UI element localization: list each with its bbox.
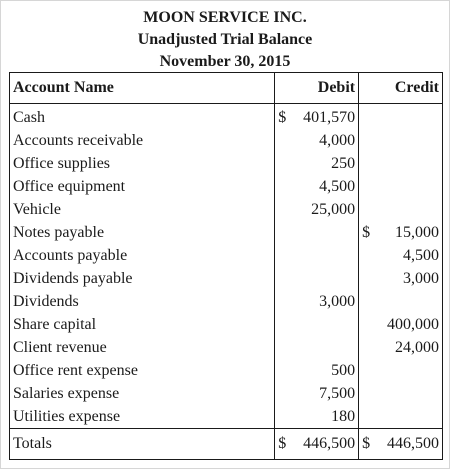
account-name: Office equipment bbox=[10, 175, 275, 198]
credit-amount: 3,000 bbox=[403, 270, 439, 287]
table-row bbox=[10, 104, 443, 130]
credit-cell bbox=[359, 175, 443, 198]
account-name: Accounts payable bbox=[10, 244, 275, 267]
table-header-row bbox=[10, 73, 443, 104]
credit-cell bbox=[359, 405, 443, 429]
table-row bbox=[10, 152, 443, 175]
credit-cell bbox=[359, 359, 443, 382]
statement-title: Unadjusted Trial Balance bbox=[137, 31, 313, 48]
debit-cell bbox=[275, 382, 359, 405]
column-header-credit: Credit bbox=[359, 73, 443, 104]
credit-cell bbox=[359, 129, 443, 152]
account-name: Client revenue bbox=[10, 336, 275, 359]
account-name: Utilities expense bbox=[10, 405, 275, 429]
debit-cell bbox=[275, 152, 359, 175]
debit-cell bbox=[275, 104, 359, 130]
totals-label: Totals bbox=[10, 429, 275, 460]
company-name: MOON SERVICE INC. bbox=[143, 9, 307, 26]
debit-cell bbox=[275, 313, 359, 336]
table-row bbox=[10, 336, 443, 359]
credit-amount: 4,500 bbox=[403, 247, 439, 264]
table-row bbox=[10, 313, 443, 336]
totals-credit-currency: $ bbox=[362, 435, 371, 452]
table-row bbox=[10, 290, 443, 313]
column-header-account: Account Name bbox=[10, 73, 275, 104]
credit-cell bbox=[359, 152, 443, 175]
debit-amount: 180 bbox=[331, 408, 356, 425]
credit-cell bbox=[359, 290, 443, 313]
totals-row bbox=[10, 429, 443, 460]
debit-cell bbox=[275, 336, 359, 359]
credit-cell bbox=[359, 244, 443, 267]
debit-currency: $ bbox=[278, 109, 287, 126]
trial-balance-table bbox=[9, 72, 443, 460]
totals-credit-amount: 446,500 bbox=[387, 435, 439, 452]
statement-date: November 30, 2015 bbox=[159, 53, 291, 70]
account-name: Share capital bbox=[10, 313, 275, 336]
debit-amount: 500 bbox=[331, 362, 356, 379]
account-name: Salaries expense bbox=[10, 382, 275, 405]
debit-cell bbox=[275, 405, 359, 429]
debit-cell bbox=[275, 267, 359, 290]
table-row bbox=[10, 244, 443, 267]
account-name: Cash bbox=[10, 104, 275, 130]
credit-cell bbox=[359, 104, 443, 130]
debit-cell bbox=[275, 359, 359, 382]
table-row bbox=[10, 267, 443, 290]
credit-cell bbox=[359, 382, 443, 405]
credit-amount: 15,000 bbox=[395, 224, 439, 241]
debit-cell bbox=[275, 244, 359, 267]
account-name: Office rent expense bbox=[10, 359, 275, 382]
credit-cell bbox=[359, 313, 443, 336]
account-rows bbox=[10, 104, 443, 429]
totals-credit-cell bbox=[359, 429, 443, 460]
debit-cell bbox=[275, 290, 359, 313]
credit-amount: 400,000 bbox=[387, 316, 439, 333]
debit-amount: 25,000 bbox=[311, 201, 356, 218]
credit-cell bbox=[359, 198, 443, 221]
debit-amount: 4,000 bbox=[319, 132, 356, 149]
debit-cell bbox=[275, 221, 359, 244]
totals-debit-currency: $ bbox=[278, 435, 287, 452]
credit-cell bbox=[359, 221, 443, 244]
debit-amount: 4,500 bbox=[319, 178, 356, 195]
credit-cell bbox=[359, 336, 443, 359]
table-row bbox=[10, 405, 443, 429]
statement-header bbox=[1, 7, 449, 73]
account-name: Accounts receivable bbox=[10, 129, 275, 152]
debit-amount: 3,000 bbox=[319, 293, 356, 310]
account-name: Dividends payable bbox=[10, 267, 275, 290]
totals-debit-amount: 446,500 bbox=[303, 435, 356, 452]
table-row bbox=[10, 382, 443, 405]
credit-cell bbox=[359, 267, 443, 290]
table-row bbox=[10, 359, 443, 382]
account-name: Vehicle bbox=[10, 198, 275, 221]
credit-currency: $ bbox=[362, 224, 371, 241]
credit-amount: 24,000 bbox=[395, 339, 439, 356]
table-row bbox=[10, 198, 443, 221]
table-row bbox=[10, 129, 443, 152]
debit-amount: 7,500 bbox=[319, 385, 356, 402]
account-name: Notes payable bbox=[10, 221, 275, 244]
debit-cell bbox=[275, 175, 359, 198]
account-name: Dividends bbox=[10, 290, 275, 313]
debit-amount: 250 bbox=[331, 155, 356, 172]
account-name: Office supplies bbox=[10, 152, 275, 175]
totals-debit-cell bbox=[275, 429, 359, 460]
debit-amount: 401,570 bbox=[303, 109, 356, 126]
debit-cell bbox=[275, 129, 359, 152]
table-row bbox=[10, 175, 443, 198]
table-row bbox=[10, 221, 443, 244]
column-header-debit: Debit bbox=[275, 73, 359, 104]
debit-cell bbox=[275, 198, 359, 221]
